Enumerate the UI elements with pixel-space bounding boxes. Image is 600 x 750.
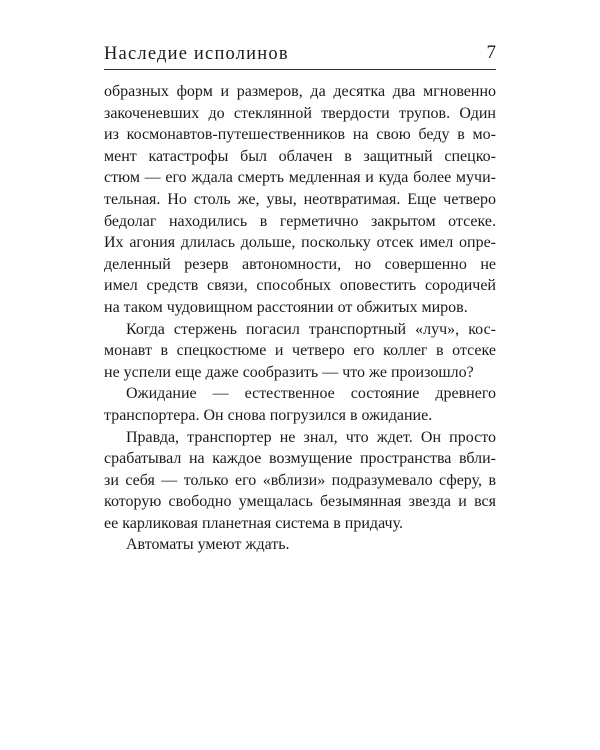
- page-number: 7: [486, 42, 496, 63]
- text-line: монавт в спецкостюме и четверо его коллег в отсеке: [104, 342, 496, 360]
- text-line: мент катастрофы был облачен в защитный спецко-: [104, 147, 496, 165]
- body-text: [104, 81, 496, 556]
- text-line: транспортера. Он снова погрузился в ожидание.: [104, 406, 433, 424]
- text-line: Правда, транспортер не знал, что ждет. Он просто: [126, 428, 496, 446]
- running-header: [104, 38, 496, 66]
- paragraph: [104, 427, 496, 535]
- text-line: деленный резерв автономности, но совершенно не: [104, 255, 496, 273]
- text-line: образных форм и размеров, да десятка два мгновенно: [104, 83, 496, 100]
- header-rule: [104, 69, 496, 70]
- text-line: Их агония длилась дольше, поскольку отсек имел опре-: [104, 234, 496, 252]
- paragraph: [104, 534, 496, 556]
- text-line: на таком чудовищном расстоянии от обжитых миров.: [104, 298, 468, 316]
- text-line: срабатывал на каждое возмущение пространства вбли-: [104, 450, 496, 468]
- text-line: Ожидание — естественное состояние древнего: [126, 385, 496, 403]
- paragraph: [104, 383, 496, 426]
- text-line: не успели еще даже сообразить — что же произошло?: [104, 363, 474, 381]
- text-line: тельная. Но столь же, увы, неотвратимая. Еще четверо: [104, 190, 496, 208]
- text-line: Когда стержень погасил транспортный «луч», кос-: [126, 320, 496, 338]
- text-line: Автоматы умеют ждать.: [126, 536, 290, 554]
- text-line: бедолаг находились в герметично закрытом отсеке.: [104, 212, 496, 230]
- text-line: ее карликовая планетная система в придачу.: [104, 514, 403, 532]
- running-title: Наследие исполинов: [104, 44, 289, 64]
- text-line: которую свободно умещалась безымянная звезда и вся: [104, 493, 496, 511]
- paragraph: [104, 319, 496, 384]
- paragraph: [104, 81, 496, 319]
- text-line: из космонавтов-путешественников на свою беду в мо-: [104, 126, 496, 144]
- text-line: имел средств связи, способных оповестить сородичей: [104, 277, 496, 295]
- text-line: зи себя — только его «вблизи» подразумевало сферу, в: [104, 471, 496, 489]
- text-line: закоченевших до стеклянной твердости трупов. Один: [104, 104, 496, 122]
- text-line: стюм — его ждала смерть медленная и куда более мучи-: [104, 169, 496, 187]
